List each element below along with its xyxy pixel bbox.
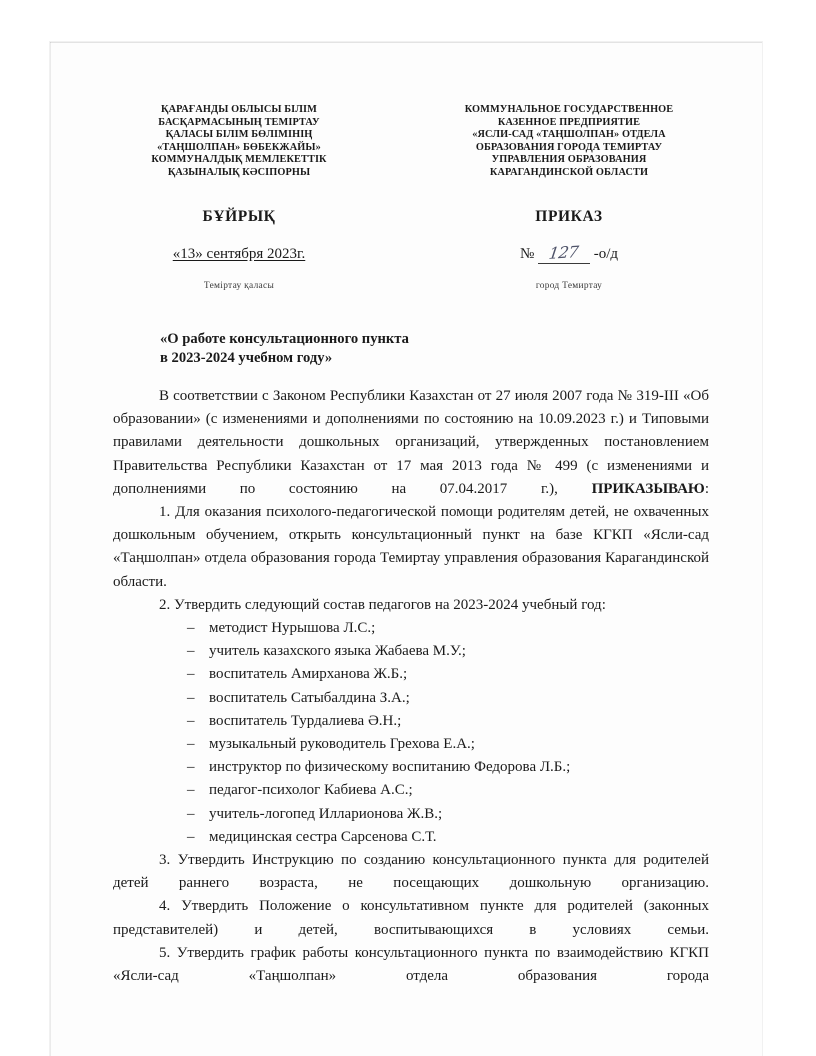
- staff-name: медицинская сестра Сарсенова С.Т.: [209, 828, 437, 845]
- list-bullet-dash-icon: –: [187, 712, 195, 729]
- list-bullet-dash-icon: –: [187, 620, 195, 637]
- preamble-text: В соответствии с Законом Республики Казахстан от 27 июля 2007 года № 319-III «Об образовании» (с изменениями и дополнениями по состоянию на 10.09.2023 г.) и Типовыми правилами деятельности дошкольных организаций, утвержденных постановлением Правительства Республики Казахстан от 17 мая 2013 года № 499 (с изменениями и дополнениями по состоянию на 07.04.2017 г.),: [113, 388, 709, 497]
- order-date: «13» сентября 2023г.: [172, 246, 306, 262]
- order-verb: ПРИКАЗЫВАЮ: [591, 480, 705, 497]
- list-bullet-dash-icon: –: [187, 689, 195, 706]
- staff-name: музыкальный руководитель Грехова Е.А.;: [209, 736, 475, 753]
- staff-name: методист Нурышова Л.С.;: [209, 620, 376, 637]
- letterhead-russian-line: КАРАГАНДИНСКОЙ ОБЛАСТИ: [489, 166, 649, 178]
- letterhead-russian: [429, 104, 709, 180]
- clause-2: 2. Утвердить следующий состав педагогов на 2023-2024 учебный год:: [159, 596, 606, 613]
- staff-name: учитель казахского языка Жабаева М.У.;: [209, 643, 466, 660]
- order-date-block: [113, 246, 365, 263]
- order-number-handwritten: 127: [548, 242, 580, 263]
- staff-name: учитель-логопед Илларионова Ж.В.;: [209, 805, 443, 822]
- list-bullet-dash-icon: –: [187, 828, 195, 845]
- list-bullet-dash-icon: –: [187, 782, 195, 799]
- list-item: [113, 779, 709, 802]
- list-item: [113, 710, 709, 733]
- list-item: [113, 687, 709, 710]
- letterhead-kazakh-line: КОММУНАЛДЫҚ МЕМЛЕКЕТТІК: [151, 154, 327, 166]
- document-type-russian: ПРИКАЗ: [535, 208, 603, 225]
- list-item: [113, 756, 709, 779]
- list-bullet-dash-icon: –: [187, 805, 195, 822]
- preamble-colon: :: [704, 480, 709, 497]
- list-item: [113, 663, 709, 686]
- staff-name: воспитатель Амирханова Ж.Б.;: [209, 666, 408, 683]
- letterhead: [113, 104, 709, 180]
- letterhead-russian-line: КОММУНАЛЬНОЕ ГОСУДАРСТВЕННОЕ: [464, 104, 674, 115]
- letterhead-russian-line: ОБРАЗОВАНИЯ ГОРОДА ТЕМИРТАУ: [475, 141, 663, 153]
- list-item: [113, 640, 709, 663]
- staff-name: педагог-психолог Кабиева А.С.;: [209, 782, 413, 799]
- order-number-blank: [538, 243, 590, 264]
- letterhead-kazakh-line: ҚАЛАСЫ БІЛІМ БӨЛІМІНІҢ: [165, 129, 313, 141]
- list-bullet-dash-icon: –: [187, 736, 195, 753]
- clause-1: 1. Для оказания психолого-педагогической помощи родителям детей, не охваченных дошкольным обучением, открыть консультационный пункт на базе КГКП «Ясли-сад «Таңшолпан» отдела образования города Темиртау управления образования Карагандинской области.: [113, 504, 709, 590]
- letterhead-kazakh-line: ҚАРАҒАНДЫ ОБЛЫСЫ БІЛІМ: [161, 104, 317, 115]
- preamble-paragraph: [113, 385, 709, 501]
- order-number-block: [429, 243, 709, 264]
- staff-name: воспитатель Сатыбалдина З.А.;: [209, 689, 410, 706]
- document-subject-line: «О работе консультационного пункта: [160, 331, 409, 347]
- letterhead-kazakh-line: ҚАЗЫНАЛЫҚ КӘСІПОРНЫ: [167, 166, 311, 178]
- order-number-suffix: -о/д: [593, 246, 619, 262]
- city-row: [113, 281, 709, 291]
- order-number-prefix: №: [519, 246, 535, 262]
- clause-5: 5. Утвердить график работы консультационного пункта по взаимодействию КГКП «Ясли-сад «Таңшолпан» отдела образования города: [113, 944, 709, 985]
- document-subject-line: в 2023-2024 учебном году»: [160, 350, 333, 366]
- list-bullet-dash-icon: –: [187, 643, 195, 660]
- list-item: [113, 617, 709, 640]
- letterhead-russian-line: КАЗЕННОЕ ПРЕДПРИЯТИЕ: [497, 116, 641, 128]
- letterhead-russian-line: УПРАВЛЕНИЯ ОБРАЗОВАНИЯ: [491, 154, 647, 166]
- list-item: [113, 826, 709, 849]
- document-body: [113, 385, 709, 988]
- staff-name: инструктор по физическому воспитанию Федорова Л.Б.;: [209, 759, 571, 776]
- list-bullet-dash-icon: –: [187, 666, 195, 683]
- document-meta-row: [113, 243, 709, 264]
- city-russian: город Темиртау: [535, 281, 603, 291]
- list-item: [113, 803, 709, 826]
- document-subject: [160, 330, 580, 368]
- staff-name: воспитатель Турдалиева Ә.Н.;: [209, 712, 402, 729]
- letterhead-kazakh-line: БАСҚАРМАСЫНЫҢ ТЕМІРТАУ: [158, 116, 320, 128]
- document-type-kazakh: БҰЙРЫҚ: [202, 208, 276, 225]
- letterhead-russian-line: «ЯСЛИ-САД «ТАҢШОЛПАН» ОТДЕЛА: [472, 129, 666, 141]
- city-kazakh: Теміртау қаласы: [203, 281, 275, 291]
- document-type-row: [113, 208, 709, 226]
- letterhead-kazakh-line: «ТАҢШОЛПАН» БӨБЕКЖАЙЫ»: [157, 141, 321, 153]
- list-item: [113, 733, 709, 756]
- letterhead-kazakh: [113, 104, 365, 180]
- clause-3: 3. Утвердить Инструкцию по созданию консультационного пункта для родителей детей раннего возраста, не посещающих дошкольную организацию.: [113, 852, 709, 892]
- staff-list: [113, 617, 709, 849]
- list-bullet-dash-icon: –: [187, 759, 195, 776]
- clause-4: 4. Утвердить Положение о консультативном пункте для родителей (законных представителей) и детей, воспитывающихся в условиях семьи.: [113, 898, 709, 938]
